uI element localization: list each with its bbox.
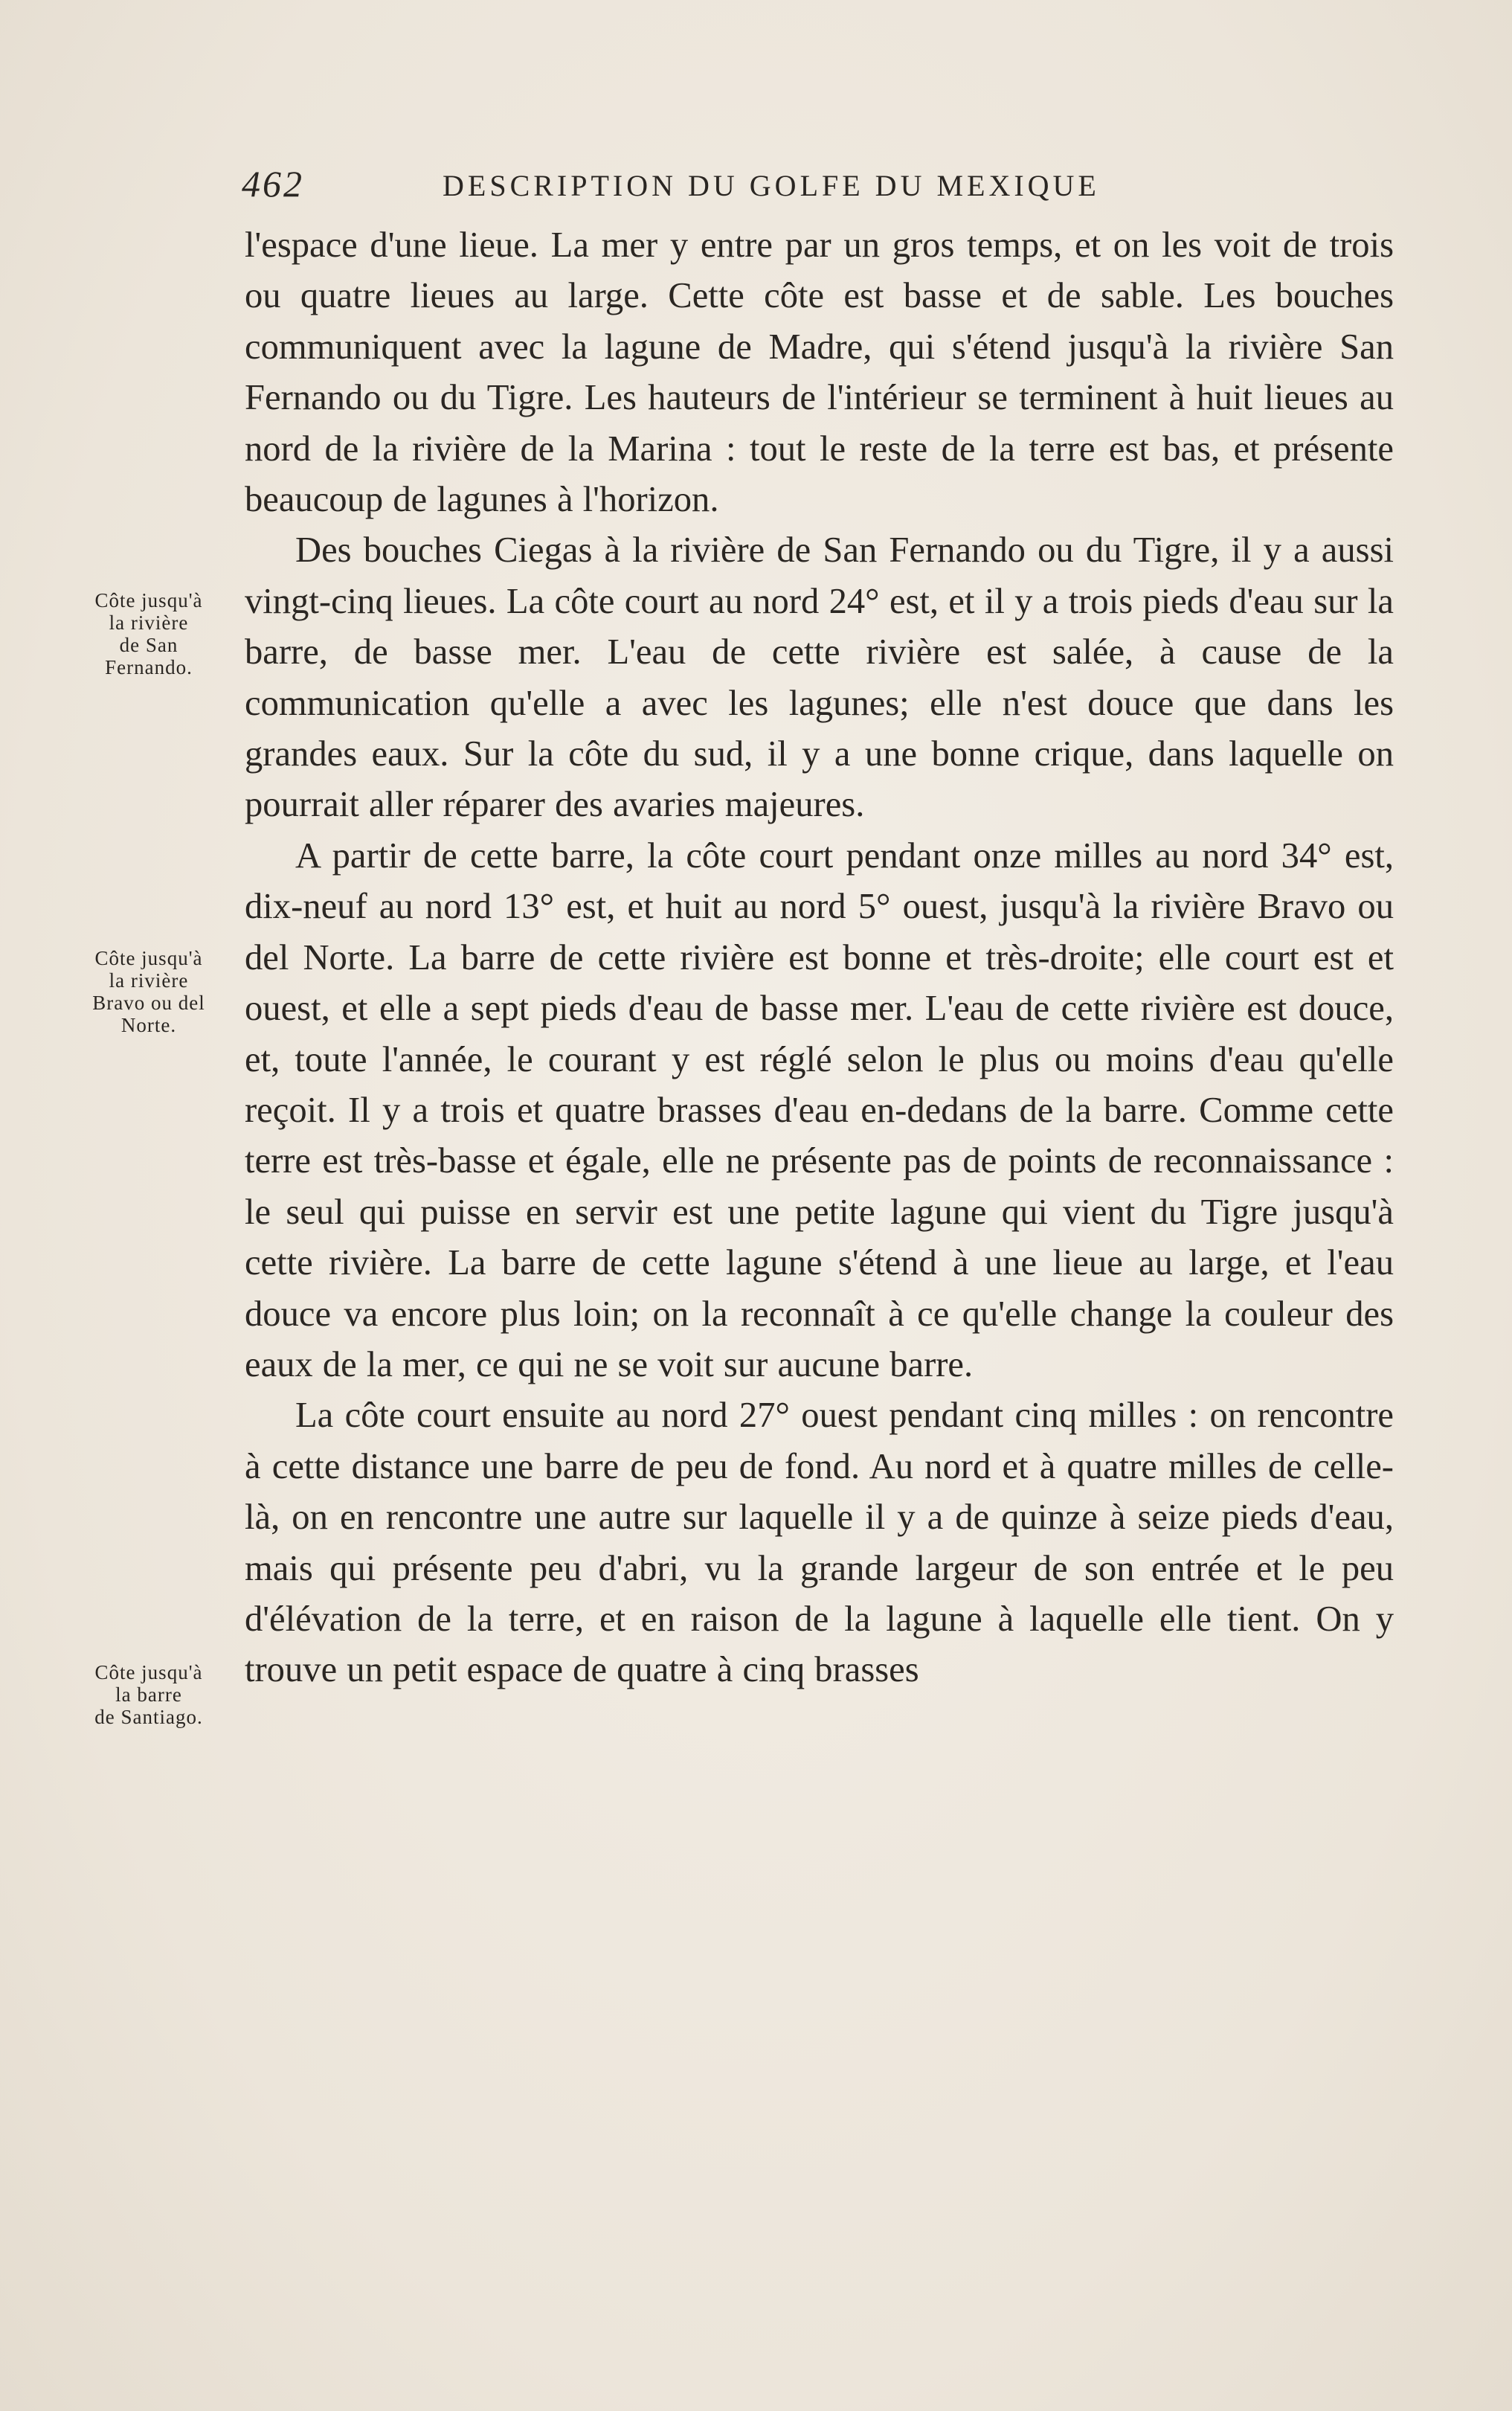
margin-note-line: la rivière: [109, 969, 189, 992]
margin-note-line: Côte jusqu'à: [94, 947, 203, 969]
paragraph: A partir de cette barre, la côte court pendant onze milles au nord 34° est, dix-neuf au nord 13° est, et huit au nord 5° ouest, jusqu'à la rivière Bravo ou del Norte. La barre de cette rivière est bonne et très-droite; elle court est et ouest, et elle a sept pieds d'eau de basse mer. L'eau de cette rivière est douce, et, toute l'année, le courant y est réglé selon le plus ou moins d'eau qu'elle reçoit. Il y a trois et quatre brasses d'eau en-dedans de la barre. Comme cette terre est très-basse et égale, elle ne présente pas de points de reconnaissance : le seul qui puisse en servir est une petite lagune qui vient du Tigre jusqu'à cette rivière. La barre de cette lagune s'étend à une lieue au large, et l'eau douce va encore plus loin; on la reconnaît à ce qu'elle change la couleur des eaux de la mer, ce qui ne se voit sur aucune barre.: [245, 835, 1394, 1384]
body-text: [245, 219, 1394, 1695]
paragraph-continued: l'espace d'une lieue. La mer y entre par un gros temps, et on les voit de trois ou quatre lieues au large. Cette côte est basse et de sable. Les bouches communiquent avec la lagune de Madre, qui s'étend jusqu'à la rivière San Fernando ou du Tigre. Les hauteurs de l'intérieur se terminent à huit lieues au nord de la rivière de la Marina : tout le reste de la terre est bas, et présente beaucoup de lagunes à l'horizon.: [245, 225, 1394, 520]
margin-note-line: Côte jusqu'à: [94, 1661, 203, 1683]
margin-note-line: de San: [119, 634, 178, 656]
margin-note-line: de Santiago.: [94, 1706, 203, 1728]
margin-note-line: Côte jusqu'à: [94, 589, 203, 611]
margin-note-line: la barre: [115, 1683, 182, 1706]
margin-note-line: Fernando.: [105, 656, 193, 678]
margin-note-bravo: [59, 947, 238, 1036]
paragraph: Des bouches Ciegas à la rivière de San Fernando ou du Tigre, il y a aussi vingt-cinq lieues. La côte court au nord 24° est, et il y a trois pieds d'eau sur la barre, de basse mer. L'eau de cette rivière est salée, à cause de la communication qu'elle a avec les lagunes; elle n'est douce que dans les grandes eaux. Sur la côte du sud, il y a une bonne crique, dans laquelle on pourrait aller réparer des avaries majeures.: [245, 530, 1394, 825]
margin-note-line: Bravo ou del: [92, 992, 205, 1014]
margin-note-line: Norte.: [120, 1014, 177, 1036]
running-title: DESCRIPTION DU GOLFE DU MEXIQUE: [443, 169, 1100, 202]
paragraph: La côte court ensuite au nord 27° ouest pendant cinq milles : on rencontre à cette distance une barre de peu de fond. Au nord et à quatre milles de celle-là, on en rencontre une autre sur laquelle il y a de quinze à seize pieds d'eau, mais qui présente peu d'abri, vu la grande largeur de son entrée et le peu d'élévation de la terre, et en raison de la lagune à laquelle elle tient. On y trouve un petit espace de quatre à cinq brasses: [245, 1395, 1394, 1690]
margin-note-san-fernando: [59, 589, 238, 678]
page-number: 462: [242, 163, 304, 205]
margin-note-santiago: [59, 1661, 238, 1728]
page-header: [242, 162, 1394, 214]
margin-note-line: la rivière: [109, 611, 189, 634]
